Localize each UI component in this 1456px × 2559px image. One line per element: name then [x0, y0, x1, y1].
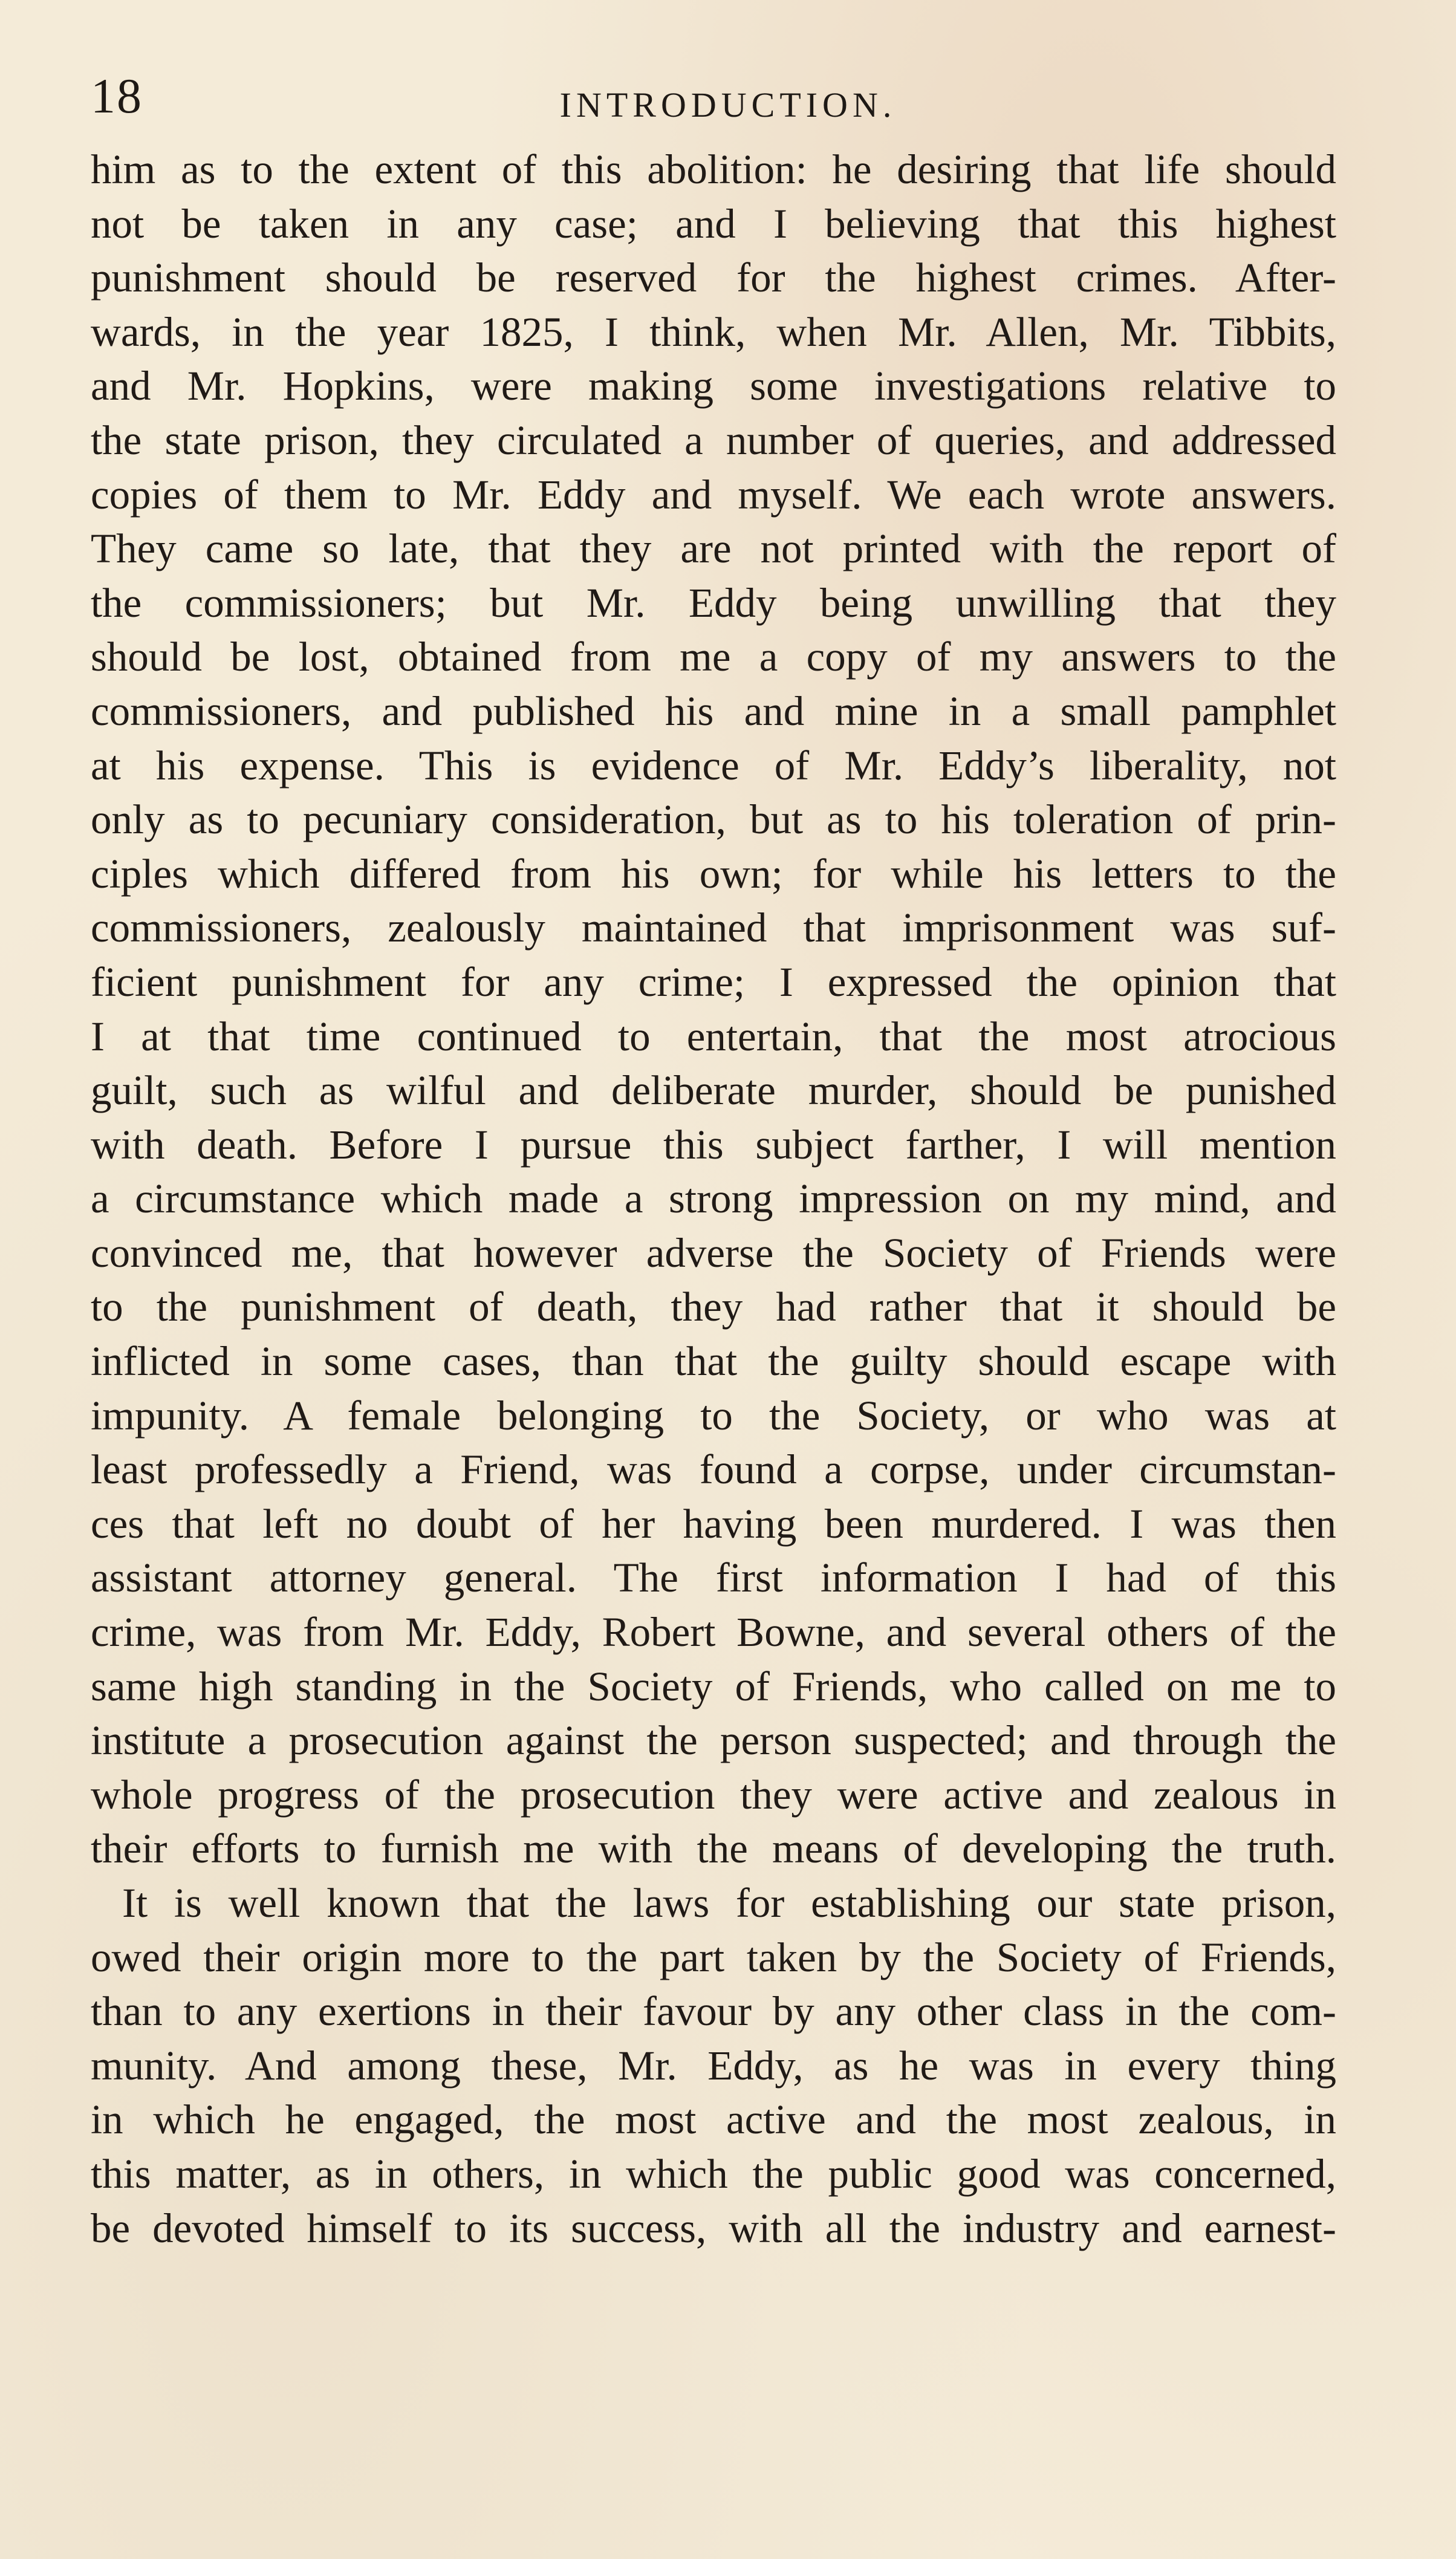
text-line: ficient punishment for any crime; I expressed the opinion that [91, 958, 1336, 1005]
text-line: not be taken in any case; and I believing that this highest [91, 200, 1336, 247]
body-text [91, 143, 1336, 2255]
text-line: and Mr. Hopkins, were making some investigations relative to [91, 363, 1336, 409]
text-line: only as to pecuniary consideration, but as to his toleration of prin- [91, 796, 1336, 843]
text-line: copies of them to Mr. Eddy and myself. We each wrote answers. [91, 471, 1336, 518]
text-line: commissioners, and published his and mine in a small pamphlet [91, 688, 1336, 734]
text-line: wards, in the year 1825, I think, when Mr. Allen, Mr. Tibbits, [91, 308, 1336, 355]
page-number: 18 [91, 68, 143, 123]
text-line: institute a prosecution against the person suspected; and through the [91, 1717, 1336, 1764]
text-line: than to any exertions in their favour by any other class in the com- [91, 1988, 1336, 2035]
text-line: inflicted in some cases, than that the guilty should escape with [91, 1338, 1336, 1385]
text-line: with death. Before I pursue this subject farther, I will mention [91, 1121, 1336, 1168]
text-line: I at that time continued to entertain, that the most atrocious [91, 1013, 1336, 1059]
paragraph-start-line: It is well known that the laws for establishing our state prison, [122, 1880, 1336, 1926]
text-line: in which he engaged, the most active and the most zealous, in [91, 2096, 1336, 2143]
text-line: least professedly a Friend, was found a corpse, under circumstan- [91, 1446, 1336, 1493]
text-line: the commissioners; but Mr. Eddy being unwilling that they [91, 579, 1336, 626]
text-line: the state prison, they circulated a number of queries, and addressed [91, 417, 1336, 463]
text-line: They came so late, that they are not printed with the report of [91, 525, 1336, 572]
text-line: commissioners, zealously maintained that imprisonment was suf- [91, 905, 1336, 951]
text-line: munity. And among these, Mr. Eddy, as he was in every thing [91, 2042, 1336, 2089]
text-line: impunity. A female belonging to the Society, or who was at [91, 1392, 1336, 1439]
text-line: assistant attorney general. The first information I had of this [91, 1555, 1336, 1601]
text-line: be devoted himself to its success, with all the industry and earnest- [91, 2205, 1336, 2251]
text-line: should be lost, obtained from me a copy of my answers to the [91, 634, 1336, 680]
text-line: owed their origin more to the part taken by the Society of Friends, [91, 1934, 1336, 1980]
text-line: ces that left no doubt of her having been murdered. I was then [91, 1500, 1336, 1547]
text-line: him as to the extent of this abolition: he desiring that life should [91, 146, 1336, 192]
text-line: at his expense. This is evidence of Mr. Eddy’s liberality, not [91, 742, 1336, 789]
running-head: INTRODUCTION. [559, 85, 897, 125]
page-header [0, 68, 1456, 134]
text-line: punishment should be reserved for the highest crimes. After- [91, 255, 1336, 301]
text-line: ciples which differed from his own; for while his letters to the [91, 850, 1336, 897]
text-line: to the punishment of death, they had rather that it should be [91, 1284, 1336, 1330]
text-line: whole progress of the prosecution they were active and zealous in [91, 1771, 1336, 1818]
text-line: guilt, such as wilful and deliberate murder, should be punished [91, 1067, 1336, 1114]
text-line: same high standing in the Society of Friends, who called on me to [91, 1663, 1336, 1709]
text-line: a circumstance which made a strong impression on my mind, and [91, 1175, 1336, 1222]
text-line: their efforts to furnish me with the means of developing the truth. [91, 1826, 1336, 1872]
text-line: this matter, as in others, in which the public good was concerned, [91, 2150, 1336, 2197]
text-line: convinced me, that however adverse the Society of Friends were [91, 1229, 1336, 1276]
text-line: crime, was from Mr. Eddy, Robert Bowne, and several others of the [91, 1609, 1336, 1656]
